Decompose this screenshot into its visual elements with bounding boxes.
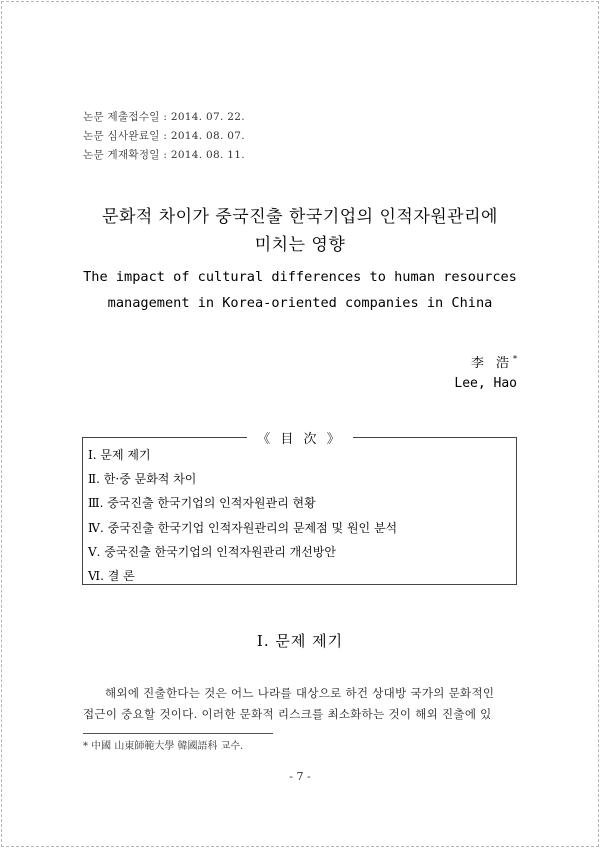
toc-item: Ⅳ. 중국진출 한국기업 인적자원관리의 문제점 및 원인 분석: [88, 520, 398, 535]
author-footnote-mark: *: [513, 354, 517, 364]
footnote: * 中國 山東師範大學 韓國語科 교수.: [83, 741, 244, 752]
toc-item: Ⅵ. 결 론: [88, 569, 135, 584]
author-name-english: Lee, Hao: [454, 376, 517, 391]
title-korean-line1: 문화적 차이가 중국진출 한국기업의 인적자원관리에: [102, 207, 498, 227]
author-name-native: [471, 352, 517, 371]
title-english-line2: management in Korea-oriented companies in China: [107, 295, 493, 311]
page-number: - 7 -: [289, 770, 311, 783]
toc-item: Ⅴ. 중국진출 한국기업의 인적자원관리 개선방안: [88, 544, 336, 559]
date-reviewed: 논문 심사완료일 : 2014. 08. 07.: [83, 130, 245, 142]
toc-list: [88, 443, 397, 588]
toc-heading-label: 《 目 次 》: [247, 432, 352, 447]
paragraph-line2: 접근이 중요할 것이다. 이러한 문화적 리스크를 최소화하는 것이 해외 진출에 있: [83, 707, 492, 721]
author-name: 李 浩: [470, 356, 513, 371]
title-english-line1: The impact of cultural differences to human resources: [83, 269, 517, 285]
paragraph-line1: 해외에 진출한다는 것은 어느 나라를 대상으로 하건 상대방 국가의 문화적인: [105, 686, 495, 700]
body-paragraph: [83, 683, 518, 725]
section-heading: Ⅰ. 문제 제기: [256, 632, 344, 650]
date-received: 논문 제출접수일 : 2014. 07. 22.: [83, 111, 245, 123]
toc-item: Ⅰ. 문제 제기: [88, 448, 151, 462]
submission-dates: [83, 108, 245, 165]
date-accepted: 논문 게재확정일 : 2014. 08. 11.: [83, 149, 245, 161]
toc-item: Ⅲ. 중국진출 한국기업의 인적자원관리 현황: [88, 496, 316, 511]
toc-item: Ⅱ. 한·중 문화적 차이: [88, 472, 197, 487]
title-korean-line2: 미치는 영향: [254, 235, 346, 255]
footnote-divider: [83, 733, 273, 734]
